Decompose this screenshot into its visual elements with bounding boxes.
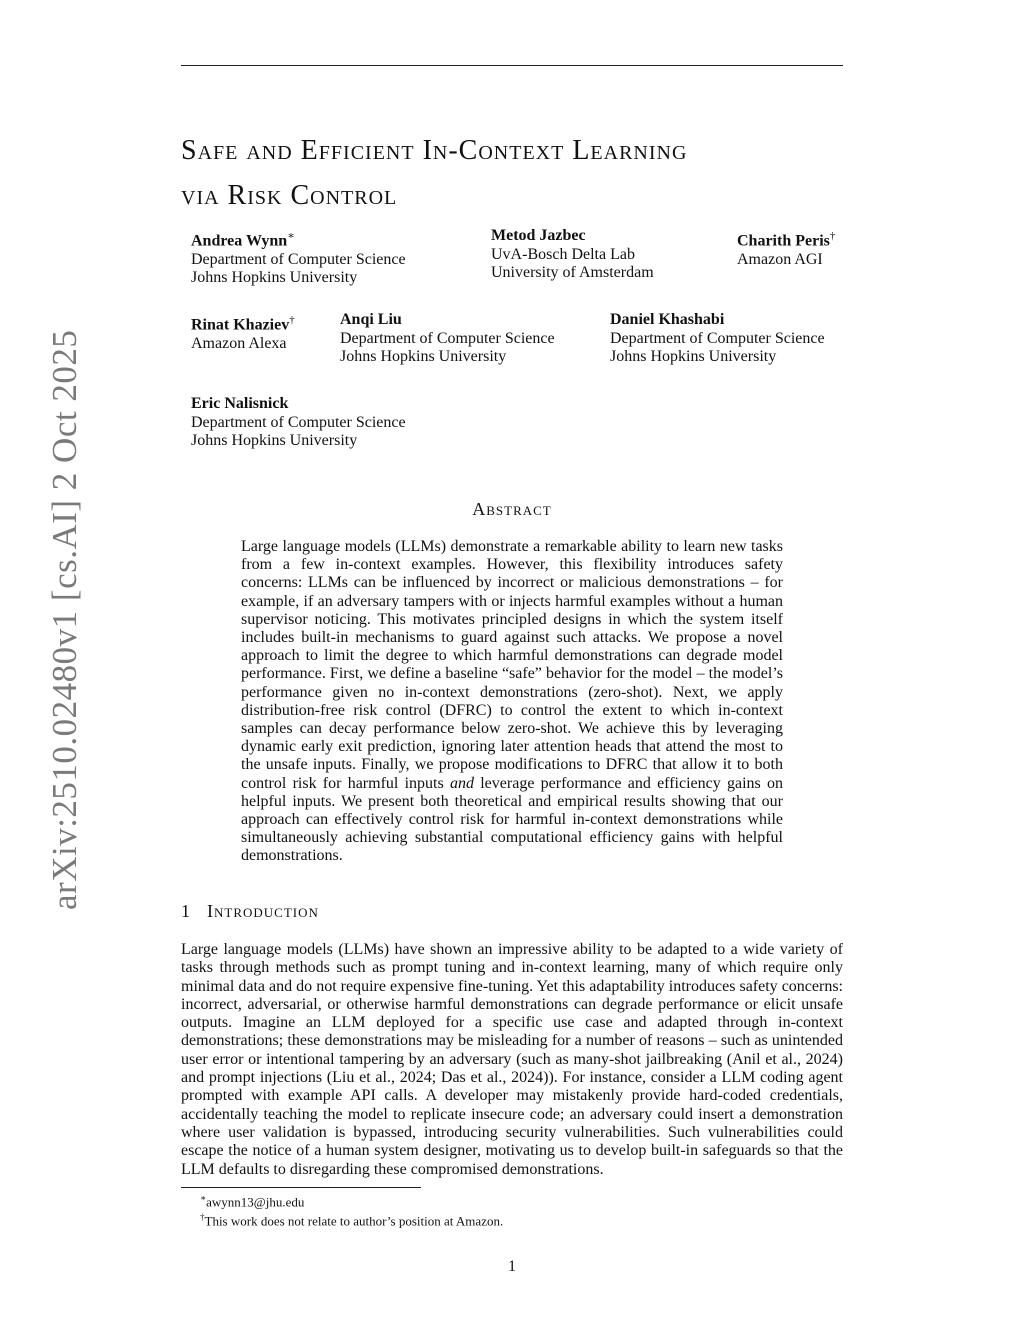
abstract-body [241, 538, 783, 866]
author-affiliation: Department of Computer Science [610, 329, 825, 347]
footnote-mark: † [200, 1212, 205, 1222]
arxiv-identifier-stamp: arXiv:2510.02480v1 [cs.AI] 2 Oct 2025 [45, 329, 84, 910]
author-mark: † [289, 314, 295, 326]
author-affiliation: Johns Hopkins University [191, 432, 358, 449]
author-name: Daniel Khashabi [610, 311, 725, 328]
footnote-text: awynn13@jhu.edu [206, 1194, 305, 1210]
abstract-text: Large language models (LLMs) demonstrate a remarkable ability to learn new tasks from a few in-context examples. However, this flexibility introduces safety concerns: LLMs can be influenced by incorrect or malicious demonstrations – for example, if an adversary tampers with or injects harmful examples without a human supervisor noticing. This motivates principled designs in which the system itself includes built-in mechanisms to guard against such attacks. We propose a novel approach to limit the degree to which harmful demonstrations can degrade model performance. First, we define a baseline “safe” behavior for the model – the model’s performance given no in-context demonstrations (zero-shot). Next, we apply distribution-free risk control (DFRC) to control the extent to which in-context samples can decay performance below zero-shot. We achieve this by leveraging dynamic early exit prediction, ignoring later attention heads that attend the most to the unsafe inputs. Finally, we propose modifications to DFRC that allow it to both control risk for harmful inputs [241, 538, 783, 792]
author-name: Rinat Khaziev [191, 316, 290, 334]
footnote [200, 1208, 503, 1230]
abstract-emphasis: and [449, 774, 474, 792]
author-affiliation: UvA-Bosch Delta Lab [491, 245, 635, 263]
author-affiliation: Amazon AGI [737, 250, 823, 268]
author-block [191, 227, 406, 288]
author-name: Metod Jazbec [491, 227, 586, 244]
author-affiliation: Amazon Alexa [191, 334, 287, 352]
author-name: Charith Peris [737, 232, 830, 250]
introduction-body [181, 941, 843, 1179]
title-line-2: via Risk Control [181, 180, 398, 211]
author-affiliation: Johns Hopkins University [340, 348, 507, 365]
author-block [737, 227, 835, 269]
section-number: 1 [181, 901, 191, 921]
author-affiliation: University of Amsterdam [491, 264, 654, 281]
author-affiliation: Department of Computer Science [191, 413, 406, 431]
author-affiliation: Department of Computer Science [191, 250, 406, 268]
author-name: Eric Nalisnick [191, 395, 289, 412]
author-block [340, 311, 555, 367]
title-line-1: Safe and Efficient In-Context Learning [181, 135, 688, 166]
author-name: Anqi Liu [340, 311, 402, 328]
header-rule [181, 65, 843, 66]
author-mark: † [829, 230, 836, 242]
author-block [491, 227, 654, 283]
author-name: Andrea Wynn [191, 232, 288, 250]
footnote-text: This work does not relate to author’s position at Amazon. [204, 1213, 504, 1229]
footnote-rule [181, 1187, 421, 1188]
author-affiliation: Department of Computer Science [340, 329, 555, 347]
introduction-paragraph: Large language models (LLMs) have shown an impressive ability to be adapted to a wide variety of tasks through methods such as prompt tuning and in-context learning, many of which require only minimal data and do not require expensive fine-tuning. Yet this adaptability introduces safety concerns: incorrect, adversarial, or otherwise harmful demonstrations can degrade performance or elicit unsafe outputs. Imagine an LLM deployed for a specific use case and adapted through in-context demonstrations; these demonstrations may be misleading for a number of reasons – such as unintended user error or intentional tampering by an adversary (such as many-shot jailbreaking (Anil et al., 2024) and prompt injections (Liu et al., 2024; Das et al., 2024)). For instance, consider a LLM coding agent prompted with example API calls. A developer may mistakenly provide hard-coded credentials, accidentally teaching the model to replicate insecure code; an adversary could insert a demonstration where user validation is bypassed, introducing security vulnerabilities. Such vulnerabilities could escape the notice of a human system designer, motivating us to develop built-in safeguards so that the LLM defaults to disregarding these compromised demonstrations. [181, 941, 843, 1178]
footnote-mark: ∗ [200, 1193, 207, 1203]
author-affiliation: Johns Hopkins University [191, 269, 358, 287]
page-number: 1 [508, 1258, 516, 1275]
author-block [191, 311, 295, 353]
section-title: Introduction [207, 901, 319, 921]
author-affiliation: Johns Hopkins University [610, 348, 777, 365]
author-block [610, 311, 825, 367]
author-mark: ∗ [287, 230, 295, 242]
introduction-heading [181, 901, 319, 922]
abstract-heading: Abstract [472, 499, 552, 519]
author-block [191, 395, 406, 451]
paper-title [181, 128, 821, 218]
abstract-text: leverage performance and efficiency gains on helpful inputs. We present both theoretical and empirical results showing that our approach can effectively control risk for harmful in-context demonstrations while simultaneously achieving substantial computational efficiency gains with helpful demonstrations. [241, 774, 784, 865]
